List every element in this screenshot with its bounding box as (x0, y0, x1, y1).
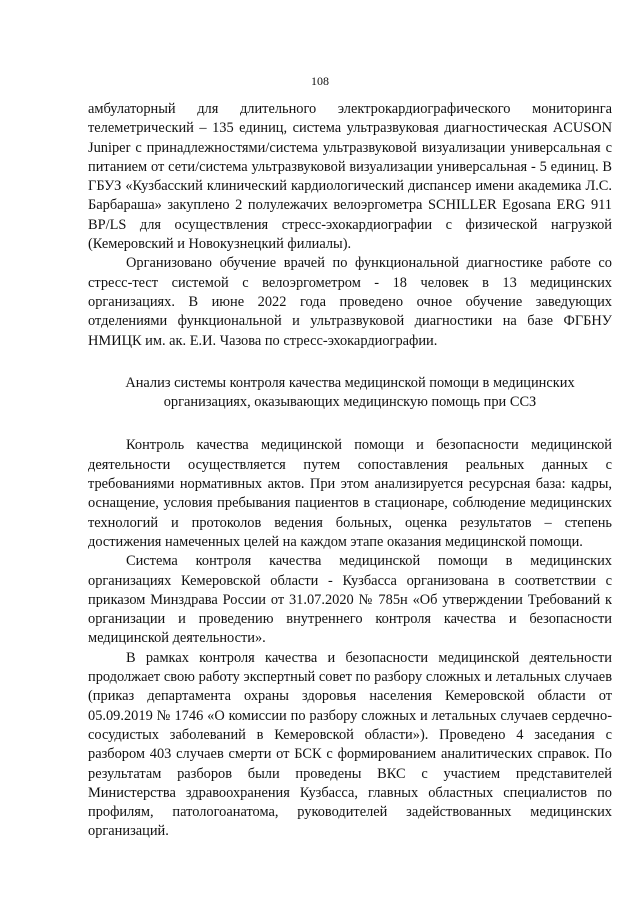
paragraph-quality-control: Контроль качества медицинской помощи и безопасности медицинской деятельности осуществляется путем сопоставления реальных данных с требованиями нормативных актов. При этом анализируется ресурсная база: кадры, оснащение, условия пребывания пациентов в стационаре, соблюдение медицинских технологий и протоколов ведения больных, оценка результатов – степень достижения намеченных целей на каждом этапе оказания медицинской помощи. (88, 437, 612, 550)
page-number: 108 (311, 74, 329, 88)
paragraph-equipment-purchases: амбулаторный для длительного электрокардиографического мониторинга телеметрический – 135 единиц, система ультразвуковая диагностическая ACUSON Juniper с принадлежностями/система ультразвуковой визуализации универсальная с питанием от сети/система ультразвуковой визуализации универсальная - 5 единиц. В ГБУЗ «Кузбасский клинический кардиологический диспансер имени академика Л.С. Барбараша» закуплено 2 полулежачих велоэргометра SCHILLER Egosana ERG 911 BP/LS для осуществления стресс-эхокардиографии с физической нагрузкой (Кемеровский и Новокузнецкий филиалы). (88, 101, 612, 253)
document-body (88, 100, 612, 842)
paragraph-expert-council: В рамках контроля качества и безопасности медицинской деятельности продолжает свою работу экспертный совет по разбору сложных и летальных случаев (приказ департамента охраны здоровья населения Кемеровской области от 05.09.2019 № 1746 «О комиссии по разбору сложных и летальных случаев сердечно-сосудистых заболеваний в Кемеровской области»). Проведено 4 заседания с разбором 403 случаев смерти от БСК с формированием аналитических справок. По результатам разборов были проведены ВКС с участием представителей Министерства здравоохранения Кузбасса, главных областных специалистов по профилям, патологоанатома, руководителей задействованных медицинских организаций. (88, 649, 612, 840)
paragraph-doctor-training: Организовано обучение врачей по функциональной диагностике работе со стресс-тест системой с велоэргометром - 18 человек в 13 медицинских организациях. В июне 2022 года проведено очное обучение заведующих отделениями функциональной и ультразвуковой диагностики на базе ФГБНУ НМИЦК им. ак. Е.И. Чазова по стресс-эхокардиографии. (88, 255, 612, 349)
paragraph-control-system: Система контроля качества медицинской помощи в медицинских организациях Кемеровской области - Кузбасса организована в соответствии с приказом Минздрава России от 31.07.2020 № 785н «Об утверждении Требований к организации и проведению внутреннего контроля качества и безопасности медицинской деятельности». (88, 553, 612, 647)
section-heading: Анализ системы контроля качества медицинской помощи в медицинских организациях, оказывающих медицинскую помощь при ССЗ (125, 374, 575, 411)
